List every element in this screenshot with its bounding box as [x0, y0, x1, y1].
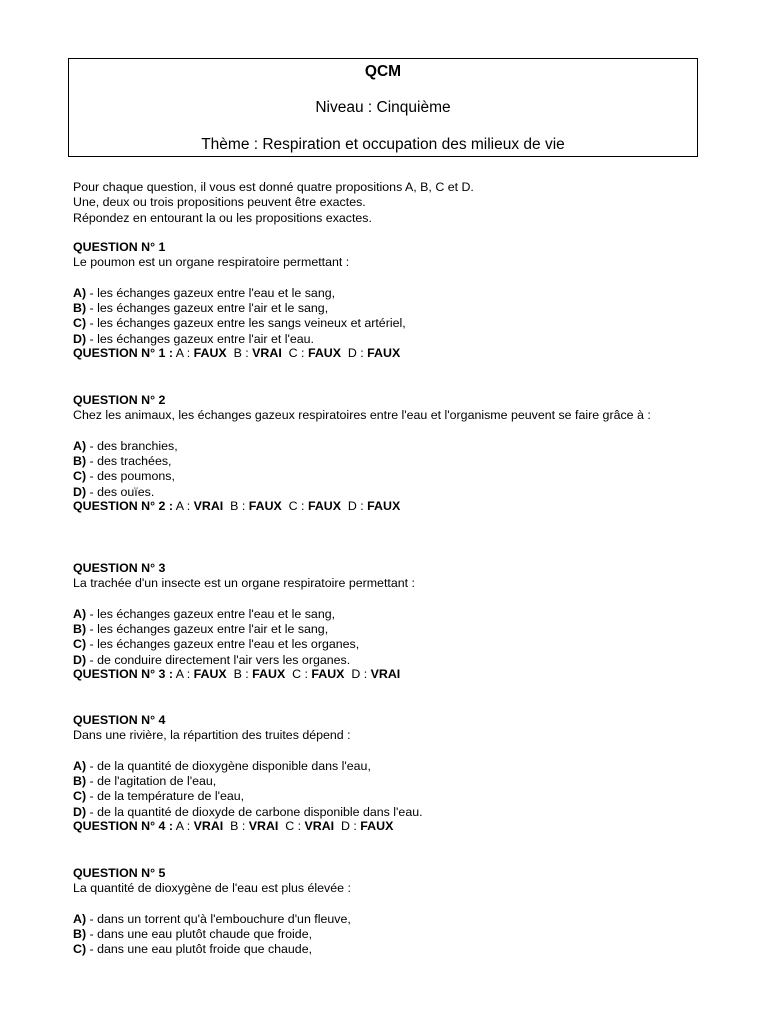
answer-prefix: C : [281, 346, 308, 361]
option-text: - les échanges gazeux entre l'air et le sang, [86, 622, 329, 637]
option-text: - les échanges gazeux entre l'eau et le sang, [86, 606, 336, 621]
instructions [73, 180, 713, 226]
option-b [73, 622, 733, 637]
question-stem: Chez les animaux, les échanges gazeux respiratoires entre l'eau et l'organisme peuvent se faire grâce à : [73, 408, 651, 423]
answer-prefix: D : [344, 667, 371, 682]
answer-value: VRAI [193, 819, 224, 834]
answer-prefix: B : [223, 819, 249, 834]
answer-value: FAUX [367, 346, 401, 361]
option-c [73, 469, 733, 484]
option-c [73, 942, 733, 957]
question-heading: QUESTION N° 1 [73, 240, 166, 254]
answer-value: VRAI [193, 499, 224, 514]
option-letter: B) [73, 774, 87, 789]
question-5 [73, 866, 733, 958]
option-text: - de conduire directement l'air vers les organes. [86, 652, 351, 667]
answer-value: VRAI [370, 667, 401, 682]
answer-prefix: A : [172, 499, 194, 514]
option-a [73, 759, 733, 774]
option-c [73, 637, 733, 652]
option-letter: B) [73, 622, 87, 637]
option-letter: A) [73, 438, 87, 453]
question-heading: QUESTION N° 4 [73, 713, 166, 727]
option-letter: A) [73, 758, 87, 773]
option-d [73, 485, 733, 500]
answer-prefix: A : [172, 667, 194, 682]
option-c [73, 789, 733, 804]
answer-value: VRAI [252, 346, 282, 361]
instruction-line: Pour chaque question, il vous est donné quatre propositions A, B, C et D. [73, 180, 474, 194]
answer-prefix: C : [281, 499, 308, 514]
option-b [73, 301, 733, 316]
answer-value: FAUX [307, 346, 341, 361]
option-a [73, 439, 733, 454]
option-b [73, 454, 733, 469]
question-heading: QUESTION N° 5 [73, 866, 166, 880]
option-letter: C) [73, 316, 87, 331]
option-letter: C) [73, 469, 87, 484]
option-text: - les échanges gazeux entre l'air et le sang, [86, 301, 329, 316]
instruction-line: Répondez en entourant la ou les propositions exactes. [73, 210, 372, 225]
answer-value: FAUX [193, 667, 227, 682]
option-letter: D) [73, 484, 87, 499]
option-text: - les échanges gazeux entre l'air et l'eau. [86, 331, 314, 346]
question-stem: La trachée d'un insecte est un organe respiratoire permettant : [73, 576, 415, 591]
option-letter: B) [73, 927, 87, 942]
document-title: QCM [364, 63, 402, 80]
option-letter: A) [73, 606, 87, 621]
answer-prefix: B : [226, 667, 253, 682]
level-heading: Niveau : Cinquième [315, 99, 451, 116]
answer-value: FAUX [360, 819, 394, 834]
title-box [68, 58, 698, 157]
option-d [73, 332, 733, 347]
option-text: - dans une eau plutôt froide que chaude, [86, 942, 313, 957]
question-4 [73, 713, 733, 834]
answer-prefix: B : [226, 346, 253, 361]
answer-key [73, 499, 733, 514]
answer-value: FAUX [367, 499, 401, 514]
question-3 [73, 561, 733, 682]
question-heading: QUESTION N° 3 [73, 561, 166, 575]
option-text: - des trachées, [86, 454, 172, 469]
option-letter: A) [73, 285, 87, 300]
answer-value: VRAI [304, 819, 335, 834]
answer-prefix: B : [223, 499, 249, 514]
answer-key [73, 819, 733, 834]
option-text: - de l'agitation de l'eau, [86, 774, 217, 789]
answer-value: FAUX [307, 499, 341, 514]
theme-heading: Thème : Respiration et occupation des milieux de vie [201, 136, 565, 153]
option-text: - de la quantité de dioxyde de carbone disponible dans l'eau. [86, 804, 423, 819]
option-b [73, 774, 733, 789]
answer-key [73, 667, 733, 682]
option-letter: C) [73, 942, 87, 957]
answer-value: FAUX [248, 499, 282, 514]
option-text: - des branchies, [86, 438, 178, 453]
answer-prefix: D : [341, 499, 368, 514]
answer-label: QUESTION N° 3 : [73, 667, 173, 682]
question-heading: QUESTION N° 2 [73, 393, 166, 407]
answer-prefix: D : [334, 819, 361, 834]
option-text: - les échanges gazeux entre les sangs veineux et artériel, [86, 316, 406, 331]
option-letter: C) [73, 789, 87, 804]
answer-value: FAUX [252, 667, 286, 682]
option-text: - des poumons, [86, 469, 175, 484]
answer-label: QUESTION N° 1 : [73, 346, 173, 361]
option-text: - les échanges gazeux entre l'eau et le sang, [86, 285, 336, 300]
option-letter: B) [73, 454, 87, 469]
option-text: - de la température de l'eau, [86, 789, 245, 804]
option-b [73, 927, 733, 942]
option-letter: D) [73, 331, 87, 346]
question-2 [73, 393, 733, 514]
question-stem: Le poumon est un organe respiratoire permettant : [73, 255, 350, 270]
answer-key [73, 346, 733, 361]
option-letter: A) [73, 911, 87, 926]
option-a [73, 286, 733, 301]
option-letter: C) [73, 637, 87, 652]
option-d [73, 805, 733, 820]
question-stem: La quantité de dioxygène de l'eau est plus élevée : [73, 881, 351, 896]
answer-prefix: C : [278, 819, 305, 834]
answer-value: FAUX [193, 346, 227, 361]
question-stem: Dans une rivière, la répartition des truites dépend : [73, 728, 351, 743]
instruction-line: Une, deux ou trois propositions peuvent être exactes. [73, 195, 366, 210]
option-c [73, 316, 733, 331]
answer-value: VRAI [248, 819, 279, 834]
option-letter: B) [73, 301, 87, 316]
answer-label: QUESTION N° 2 : [73, 499, 173, 514]
answer-prefix: C : [285, 667, 312, 682]
option-a [73, 607, 733, 622]
answer-prefix: D : [341, 346, 368, 361]
option-d [73, 653, 733, 668]
option-text: - dans un torrent qu'à l'embouchure d'un fleuve, [86, 911, 351, 926]
option-letter: D) [73, 804, 87, 819]
option-text: - de la quantité de dioxygène disponible dans l'eau, [86, 758, 371, 773]
answer-value: FAUX [311, 667, 345, 682]
answer-label: QUESTION N° 4 : [73, 819, 173, 834]
question-1 [73, 240, 733, 361]
option-text: - des ouïes. [86, 484, 155, 499]
option-letter: D) [73, 652, 87, 667]
option-text: - dans une eau plutôt chaude que froide, [86, 927, 313, 942]
answer-prefix: A : [172, 346, 194, 361]
answer-prefix: A : [172, 819, 194, 834]
option-a [73, 912, 733, 927]
option-text: - les échanges gazeux entre l'eau et les organes, [86, 637, 360, 652]
